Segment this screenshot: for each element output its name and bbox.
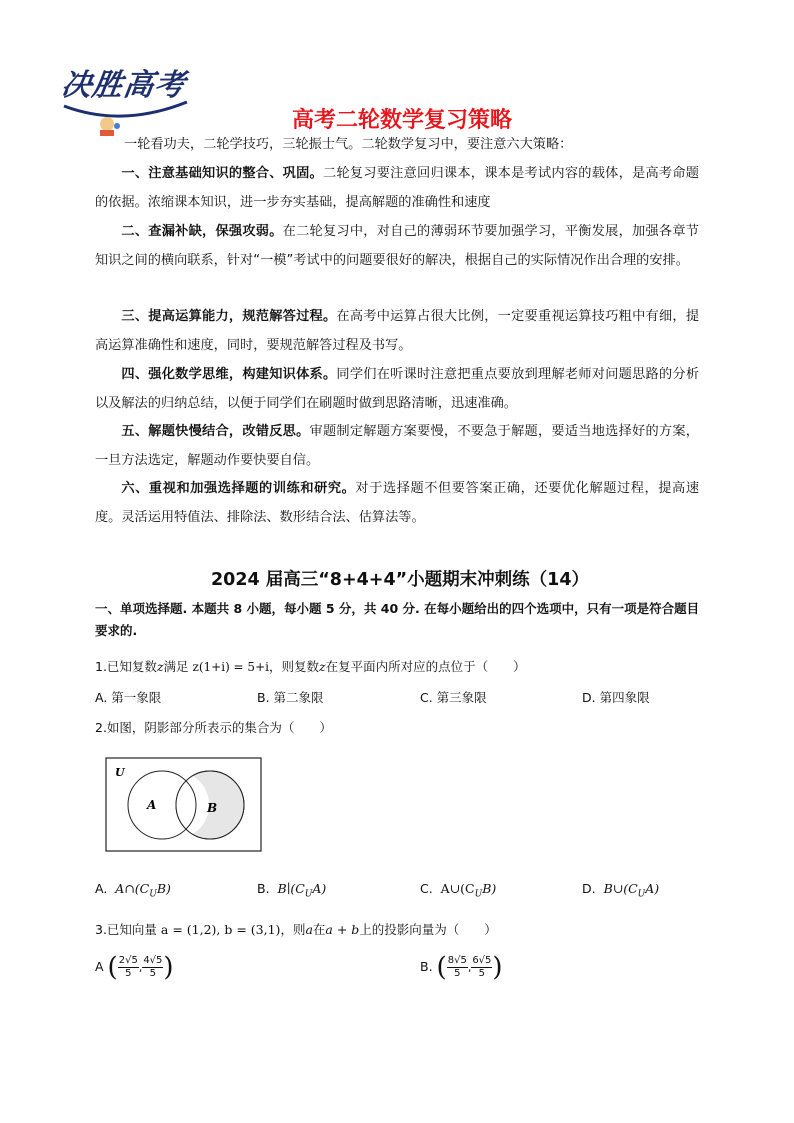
- q3-option-b-frac-1: $\frac{8√5}{5}$: [447, 955, 467, 979]
- q3-mid-c: 上的投影向量为（ ）: [359, 922, 497, 937]
- q3-mid-b: 在: [312, 922, 326, 937]
- q3-vec-a: a: [305, 922, 313, 937]
- strategy-1-body: 二轮复习要注意回归课本，课本是考试内容的载体，是高考命题的依据。浓缩课本知识，进一步夯实基础，提高解题的准确性和速度: [95, 166, 699, 210]
- q1-equation: z(1+i) = 5+i: [192, 660, 269, 674]
- q2-option-a: [95, 879, 171, 905]
- q3-equation: a = (1,2), b = (3,1): [160, 922, 281, 937]
- section-header: 一、单项选择题. 本题共 8 小题，每小题 5 分，共 40 分. 在每小题给出的四个选项中，只有一项是符合题目要求的.: [95, 601, 700, 638]
- intro-text: 一轮看功夫，二轮学技巧，三轮振士气。二轮数学复习中，要注意六大策略：: [124, 137, 573, 152]
- q1-prefix: 1.已知复数: [95, 659, 157, 674]
- q1-option-a: A. 第一象限: [95, 690, 162, 705]
- q3-option-a-frac-2: $\frac{4√5}{5}$: [143, 955, 163, 979]
- q3-option-a-frac-1: $\frac{2√5}{5}$: [118, 955, 138, 979]
- q3-option-b-frac-2: $\frac{6√5}{5}$: [472, 955, 492, 979]
- q2-option-d-sub: U: [637, 889, 646, 900]
- venn-set-a-label: A: [147, 798, 157, 812]
- q3-sum: a + b: [325, 922, 360, 937]
- q2-option-d-tail: A): [645, 881, 660, 896]
- page-title: 高考二轮数学复习策略: [291, 108, 512, 133]
- question-2: 2.如图，阴影部分所表示的集合为（ ）: [95, 720, 332, 735]
- q2-option-a-sub: U: [149, 889, 157, 900]
- q2-option-b-letter: B.: [257, 881, 270, 896]
- q1-var-2: z: [318, 659, 326, 674]
- q3-mid-a: ，则: [280, 922, 306, 937]
- q3-option-a-letter: A: [95, 959, 104, 974]
- q1-option-b: B. 第二象限: [257, 690, 324, 705]
- q3-option-a: A ( $\frac{2√5}{5}$ , $\frac{4√5}{5}$ ): [95, 952, 174, 983]
- q3-option-b-letter: B.: [420, 959, 433, 974]
- strategy-3-head: 三、提高运算能力，规范解答过程。: [121, 309, 337, 324]
- strategy-3-body: 在高考中运算占很大比例，一定要重视运算技巧粗中有细，提高运算准确性和速度，同时，要规范解答过程及书写。: [95, 309, 700, 353]
- logo-text: 决胜高考: [59, 68, 188, 103]
- q1-suffix-b: 在复平面内所对应的点位于（ ）: [325, 659, 526, 674]
- strategy-6: [95, 475, 699, 532]
- exam-title: 2024 届高三“8+4+4”小题期末冲刺练（14）: [210, 570, 589, 590]
- q3-prefix: 3.已知向量: [95, 922, 157, 937]
- q2-option-a-tail: B): [156, 881, 171, 896]
- strategy-2-body: 在二轮复习中，对自己的薄弱环节要加强学习，平衡发展，加强各章节知识之间的横向联系，针对“一模”考试中的问题要很好的解决，根据自己的实际情况作出合理的安排。: [95, 224, 699, 268]
- q2-option-b-sub: U: [304, 889, 313, 900]
- q1-suffix-a: ，则复数: [268, 659, 319, 674]
- q2-option-c-expr: A∪(C: [440, 881, 475, 896]
- venn-universe-label: U: [115, 766, 125, 779]
- strategy-2: [95, 218, 699, 275]
- q2-option-c-tail: B): [482, 881, 497, 896]
- strategy-6-head: 六、重视和加强选择题的训练和研究。: [121, 481, 356, 496]
- strategy-2-head: 二、查漏补缺，保强攻弱。: [121, 224, 283, 239]
- venn-set-b-label: B: [207, 801, 218, 815]
- question-3: [95, 920, 497, 940]
- q1-option-d: D. 第四象限: [582, 690, 650, 705]
- q2-option-c-letter: C.: [420, 881, 433, 896]
- q2-option-d-letter: D.: [582, 881, 596, 896]
- q1-var: z: [156, 659, 164, 674]
- q2-option-c-sub: U: [474, 889, 483, 900]
- q2-option-d: [582, 879, 659, 905]
- strategy-1-head: 一、注意基础知识的整合、巩固。: [121, 166, 323, 181]
- q2-option-b: [257, 879, 326, 905]
- strategy-4-body: 同学们在听课时注意把重点要放到理解老师对问题思路的分析以及解法的归纳总结，以便于同学们在刷题时做到思路清晰，迅速准确。: [95, 367, 700, 411]
- strategy-5-body: 审题制定解题方案要慢，不要急于解题，要适当地选择好的方案，一旦方法选定，解题动作要快要自信。: [95, 424, 699, 468]
- strategy-4: [95, 361, 699, 418]
- venn-diagram: [105, 757, 263, 853]
- q2-option-b-tail: A): [312, 881, 327, 896]
- strategy-5: [95, 418, 699, 475]
- q2-option-c: [420, 879, 496, 905]
- q2-option-a-expr: A∩(C: [115, 881, 150, 896]
- strategy-3: [95, 303, 699, 360]
- strategy-5-head: 五、解题快慢结合，改错反思。: [121, 424, 310, 439]
- q2-option-d-expr: B∪(C: [603, 881, 638, 896]
- q2-option-a-letter: A.: [95, 881, 108, 896]
- q1-mid: 满足: [163, 659, 189, 674]
- q2-option-b-expr: B∣(C: [277, 881, 305, 896]
- strategy-6-body: 对于选择题不但要答案正确，还要优化解题过程，提高速度。灵活运用特值法、排除法、数形结合法、估算法等。: [95, 481, 700, 525]
- strategy-4-head: 四、强化数学思维，构建知识体系。: [121, 367, 337, 382]
- q3-option-b: B. ( $\frac{8√5}{5}$ , $\frac{6√5}{5}$ ): [420, 952, 503, 983]
- strategy-1: [95, 160, 699, 217]
- question-1: [95, 657, 526, 677]
- q1-option-c: C. 第三象限: [420, 690, 487, 705]
